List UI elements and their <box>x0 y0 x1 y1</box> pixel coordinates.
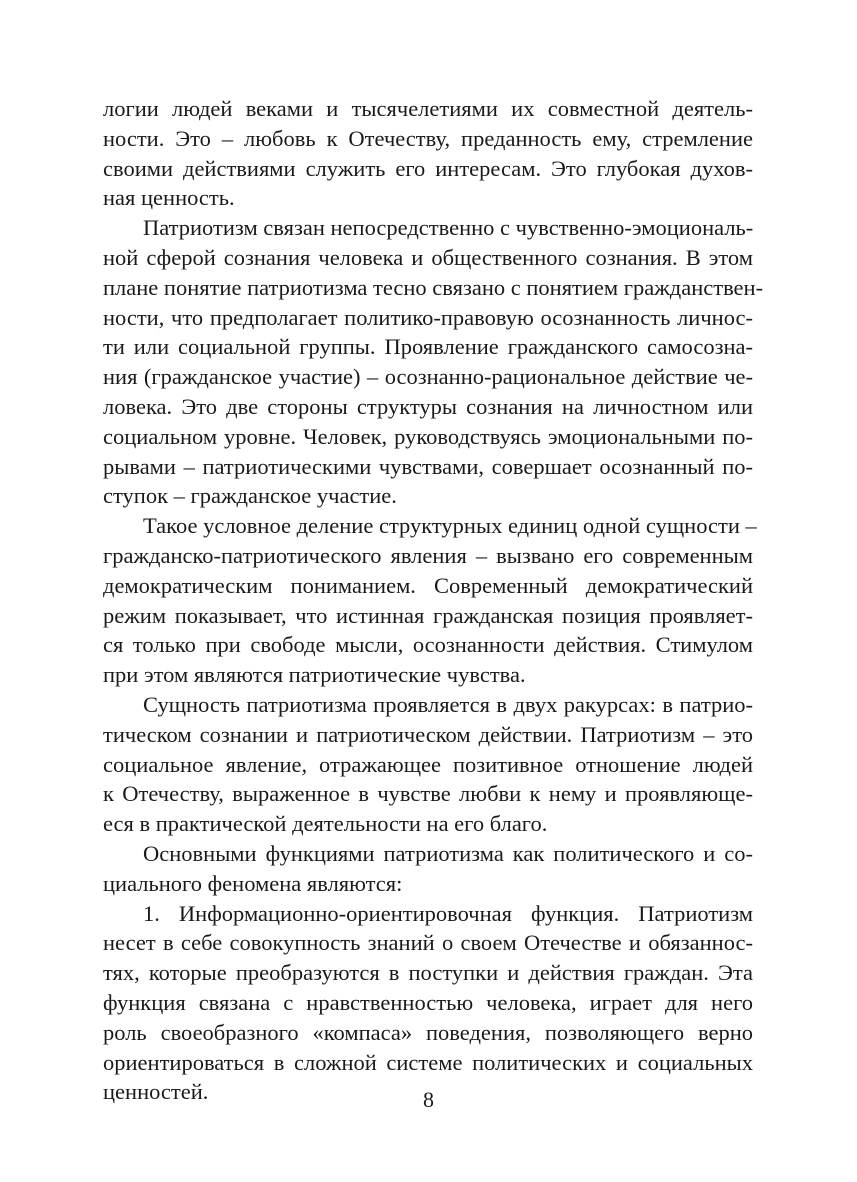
text-line: 1. Информационно-ориентировочная функция. Патриотизм <box>143 900 753 926</box>
text-line: режим показывает, что истинная гражданская позиция проявляет- <box>103 602 753 628</box>
text-line: Основными функциями патриотизма как политического и со- <box>143 840 753 866</box>
text-line: ти или социальной группы. Проявление гражданского самосозна- <box>103 334 753 360</box>
text-line: гражданско-патриотического явления – вызвано его современным <box>103 542 753 568</box>
text-line: ности, что предполагает политико-правовую осознанность личнос- <box>103 304 753 330</box>
text-line: несет в себе совокупность знаний о своем Отечестве и обязаннос- <box>103 930 753 956</box>
text-line: демократическим пониманием. Современный демократический <box>103 572 753 598</box>
text-line: ценностей. <box>103 1079 209 1105</box>
text-line: ная ценность. <box>103 185 235 211</box>
text-line: ной сферой сознания человека и общественного сознания. В этом <box>103 244 753 270</box>
text-line: тическом сознании и патриотическом действии. Патриотизм – это <box>103 721 753 747</box>
text-line: ловека. Это две стороны структуры сознания на личностном или <box>103 393 753 419</box>
text-line: ступок – гражданское участие. <box>103 483 397 509</box>
text-line: плане понятие патриотизма тесно связано с понятием гражданствен- <box>103 274 764 300</box>
text-line: Сущность патриотизма проявляется в двух ракурсах: в патрио- <box>143 691 753 717</box>
text-line: Патриотизм связан непосредственно с чувственно-эмоциональ- <box>143 215 754 241</box>
page-body <box>103 94 764 1107</box>
text-line: рывами – патриотическими чувствами, совершает осознанный по- <box>103 453 753 479</box>
text-line: своими действиями служить его интересам. Это глубокая духов- <box>103 155 753 181</box>
text-line: логии людей веками и тысячелетиями их совместной деятель- <box>103 96 753 121</box>
text-line: ориентироваться в сложной системе политических и социальных <box>103 1049 753 1075</box>
text-line: Такое условное деление структурных единиц одной сущности – <box>143 513 757 539</box>
text-line: ности. Это – любовь к Отечеству, преданность ему, стремление <box>103 125 753 151</box>
text-line: социальном уровне. Человек, руководствуясь эмоциональными по- <box>103 423 753 449</box>
text-line: еся в практической деятельности на его благо. <box>103 811 548 837</box>
text-line: при этом являются патриотические чувства. <box>103 662 526 688</box>
text-line: роль своеобразного «компаса» поведения, позволяющего верно <box>103 1019 753 1045</box>
page-number: 8 <box>423 1087 434 1112</box>
text-line: циального феномена являются: <box>103 870 403 896</box>
text-line: ся только при свободе мысли, осознанности действия. Стимулом <box>103 632 753 658</box>
text-line: к Отечеству, выраженное в чувстве любви к нему и проявляюще- <box>103 781 753 807</box>
text-line: тях, которые преобразуются в поступки и действия граждан. Эта <box>103 960 753 986</box>
text-line: функция связана с нравственностью человека, играет для него <box>103 989 753 1015</box>
text-line: социальное явление, отражающее позитивное отношение людей <box>103 751 753 777</box>
text-line: ния (гражданское участие) – осознанно-рациональное действие че- <box>103 364 753 390</box>
